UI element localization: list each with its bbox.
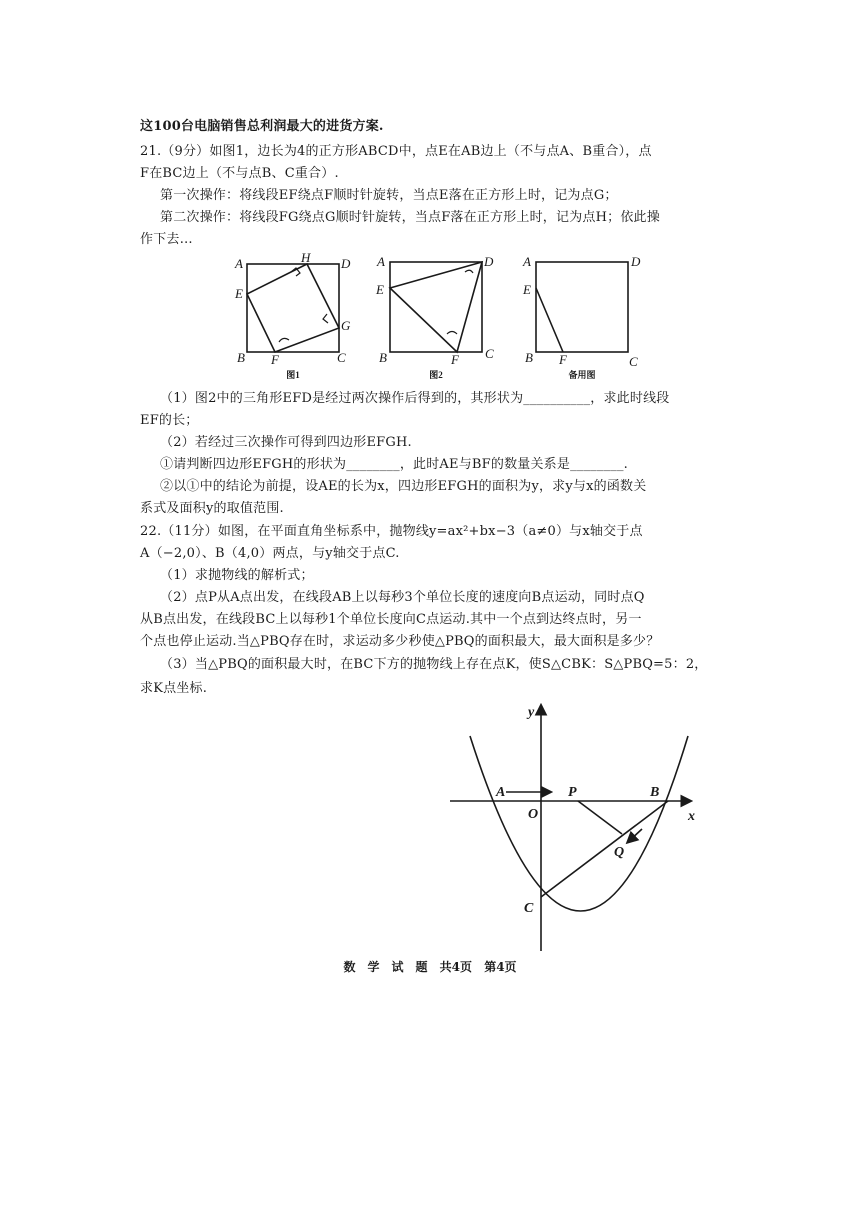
q22-part2-b: 从B点出发，在线段BC上以每秒1个单位长度向C点运动.其中一个点到达终点时，另一 <box>140 612 642 627</box>
fig3-label-d: D <box>631 254 641 269</box>
graph-label-a: A <box>496 785 506 800</box>
segment-bc <box>541 801 668 897</box>
q21-part2-2a: ②以①中的结论为前提，设AE的长为x，四边形EFGH的面积为y，求y与x的函数关 <box>160 479 647 494</box>
fig1-square <box>247 264 339 352</box>
graph-label-o: O <box>528 807 539 822</box>
fig2-label-a: A <box>377 254 385 269</box>
footer-page: 第4页 <box>484 960 517 974</box>
fig1-label-a: A <box>235 256 243 271</box>
square-figures <box>225 248 665 383</box>
q21-op2-cont: 作下去… <box>140 232 193 247</box>
q21-part1-a: （1）图2中的三角形EFD是经过两次操作后得到的，其形状为__________，求此时线段 <box>160 391 670 406</box>
fig1-right-angle-f <box>279 338 289 342</box>
fig2-caption: 图2 <box>429 370 443 380</box>
q22-part2-a: （2）点P从A点出发，在线段AB上以每秒3个单位长度的速度向B点运动，同时点Q <box>160 590 645 605</box>
fig2-right-angle-f <box>447 332 457 335</box>
q22-part3-a: （3）当△PBQ的面积最大时，在BC下方的抛物线上存在点K，使S△CBK：S△PBQ=5：2， <box>160 657 708 672</box>
fig3-label-b: B <box>525 350 533 365</box>
fig2-right-angle-d <box>465 270 473 273</box>
q22-part2-c: 个点也停止运动.当△PBQ存在时，求运动多少秒使△PBQ的面积最大，最大面积是多少？ <box>140 634 660 649</box>
page-footer <box>0 958 860 975</box>
fig3-label-a: A <box>523 254 531 269</box>
arrow-q <box>628 829 642 842</box>
fig1-label-b: B <box>237 350 245 365</box>
q22-part3-b: 求K点坐标. <box>140 681 208 696</box>
text-line-1: 这100台电脑销售总利润最大的进货方案. <box>140 119 384 134</box>
fig3-label-e: E <box>523 282 531 297</box>
graph-label-y: y <box>528 705 535 720</box>
q22-intro-2: A（−2,0）、B（4,0）两点，与y轴交于点C. <box>140 546 400 561</box>
q21-part2-1: ①请判断四边形EFGH的形状为________，此时AE与BF的数量关系是________. <box>160 457 629 472</box>
fig2-label-c: C <box>485 346 494 361</box>
q21-op1: 第一次操作：将线段EF绕点F顺时针旋转，当点E落在正方形上时，记为点G； <box>160 188 618 203</box>
fig3-square <box>536 262 628 352</box>
q21-op2: 第二次操作：将线段FG绕点G顺时针旋转，当点F落在正方形上时，记为点H；依此操 <box>160 210 660 225</box>
q22-part1: （1）求抛物线的解析式； <box>160 568 314 583</box>
fig3-caption: 备用图 <box>568 370 596 380</box>
q21-part1-b: EF的长； <box>140 413 199 428</box>
graph-label-x: x <box>688 809 695 824</box>
q21-intro-2: F在BC边上（不与点B、C重合）. <box>140 166 339 181</box>
segment-pq <box>578 801 622 834</box>
q22-intro-1: 22.（11分）如图，在平面直角坐标系中，抛物线y=ax²+bx−3（a≠0）与x轴交于点 <box>140 524 643 539</box>
fig1-label-d: D <box>341 256 351 271</box>
parabola-graph <box>440 696 720 956</box>
fig1-caption: 图1 <box>286 370 300 380</box>
fig1-label-e: E <box>235 286 243 301</box>
q21-part2-2b: 系式及面积y的取值范围. <box>140 501 284 516</box>
graph-label-c: C <box>524 901 534 916</box>
fig1-label-f: F <box>271 352 279 367</box>
fig1-right-angle-g <box>323 314 328 323</box>
q21-part2: （2）若经过三次操作可得到四边形EFGH. <box>160 435 412 450</box>
footer-subject: 数 学 试 题 <box>343 960 428 974</box>
fig2-label-f: F <box>451 352 459 367</box>
graph-label-q: Q <box>614 845 625 860</box>
fig2-label-d: D <box>484 254 494 269</box>
fig1-label-g: G <box>341 318 351 333</box>
fig2-label-e: E <box>376 282 384 297</box>
fig1-quad-efgh <box>247 264 339 352</box>
graph-label-b: B <box>650 785 660 800</box>
q21-intro-1: 21.（9分）如图1，边长为4的正方形ABCD中，点E在AB边上（不与点A、B重合），点 <box>140 144 652 159</box>
footer-total: 共4页 <box>439 960 472 974</box>
fig1-label-h: H <box>301 250 311 265</box>
fig2-triangle-efd <box>390 262 482 352</box>
fig3-segment-ef <box>536 288 563 352</box>
fig1-label-c: C <box>337 350 346 365</box>
graph-label-p: P <box>568 785 577 800</box>
fig3-label-c: C <box>629 354 638 369</box>
parabola-curve <box>470 736 688 911</box>
fig2-label-b: B <box>379 350 387 365</box>
fig3-label-f: F <box>559 352 567 367</box>
